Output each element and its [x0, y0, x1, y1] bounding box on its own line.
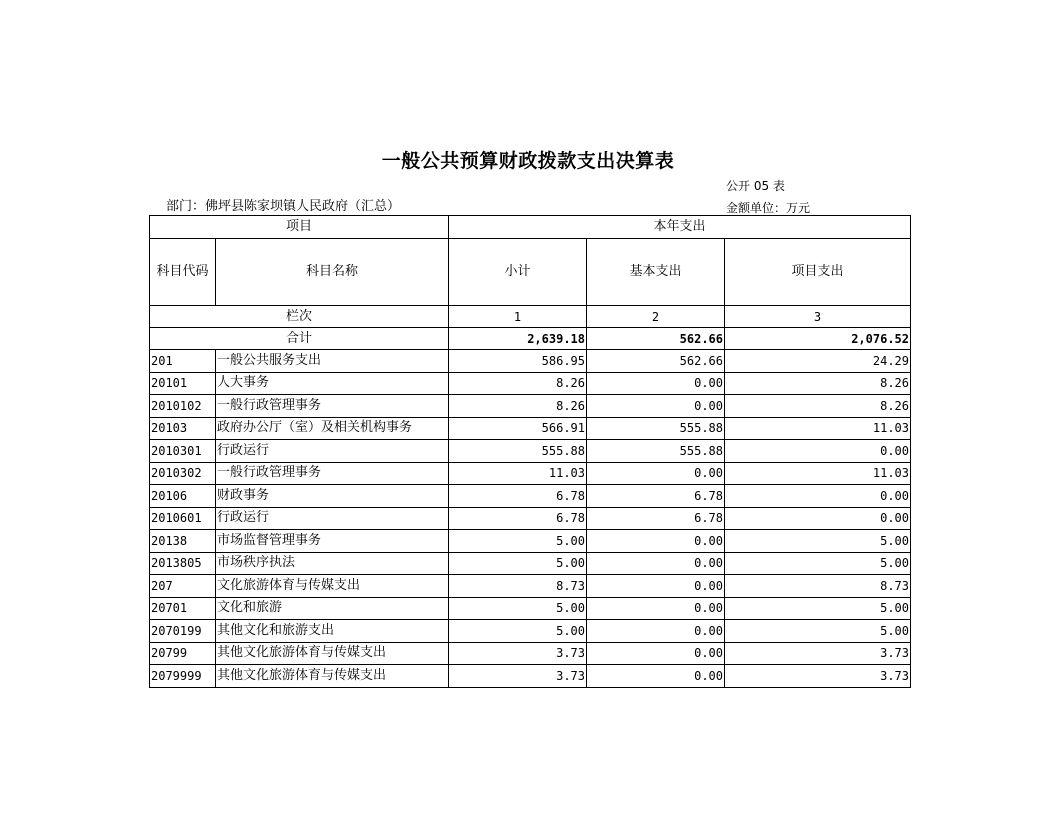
table-row — [150, 417, 911, 440]
table-row — [150, 597, 911, 620]
row-code: 201 — [150, 350, 216, 373]
row-basic: 0.00 — [587, 597, 725, 620]
row-name: 一般公共服务支出 — [216, 350, 449, 373]
row-subtotal: 5.00 — [449, 530, 587, 553]
row-subtotal: 8.26 — [449, 395, 587, 418]
row-basic: 0.00 — [587, 575, 725, 598]
header-basic: 基本支出 — [587, 239, 725, 306]
row-project: 0.00 — [725, 485, 911, 508]
table-row — [150, 642, 911, 665]
form-number: 公开 05 表 — [726, 179, 785, 193]
table-row — [150, 350, 911, 373]
row-project: 11.03 — [725, 417, 911, 440]
header-item: 项目 — [150, 216, 449, 239]
row-project: 5.00 — [725, 620, 911, 643]
row-code: 2070199 — [150, 620, 216, 643]
row-code: 20799 — [150, 642, 216, 665]
row-name: 行政运行 — [216, 507, 449, 530]
row-project: 8.26 — [725, 372, 911, 395]
row-subtotal: 555.88 — [449, 440, 587, 463]
row-project: 5.00 — [725, 552, 911, 575]
column-label: 栏次 — [150, 306, 449, 328]
column-number-row — [150, 306, 911, 328]
row-code: 20103 — [150, 417, 216, 440]
table-row — [150, 552, 911, 575]
row-basic: 0.00 — [587, 620, 725, 643]
row-basic: 0.00 — [587, 665, 725, 688]
row-name: 政府办公厅（室）及相关机构事务 — [216, 417, 449, 440]
row-basic: 555.88 — [587, 417, 725, 440]
row-code: 20106 — [150, 485, 216, 508]
row-subtotal: 11.03 — [449, 462, 587, 485]
table-row — [150, 620, 911, 643]
row-code: 2010301 — [150, 440, 216, 463]
row-code: 20138 — [150, 530, 216, 553]
row-basic: 0.00 — [587, 530, 725, 553]
row-basic: 6.78 — [587, 485, 725, 508]
row-basic: 562.66 — [587, 350, 725, 373]
total-project: 2,076.52 — [725, 328, 911, 350]
column-number-1: 1 — [449, 306, 587, 328]
row-project: 0.00 — [725, 440, 911, 463]
table-row — [150, 395, 911, 418]
row-code: 20101 — [150, 372, 216, 395]
row-code: 2010601 — [150, 507, 216, 530]
row-subtotal: 3.73 — [449, 642, 587, 665]
header-row-1 — [150, 216, 911, 239]
header-name: 科目名称 — [216, 239, 449, 306]
row-project: 8.26 — [725, 395, 911, 418]
row-name: 市场监督管理事务 — [216, 530, 449, 553]
table-row — [150, 462, 911, 485]
row-subtotal: 5.00 — [449, 620, 587, 643]
row-basic: 0.00 — [587, 372, 725, 395]
table-row — [150, 575, 911, 598]
total-label: 合计 — [150, 328, 449, 350]
row-code: 2079999 — [150, 665, 216, 688]
column-number-2: 2 — [587, 306, 725, 328]
row-name: 文化旅游体育与传媒支出 — [216, 575, 449, 598]
row-project: 24.29 — [725, 350, 911, 373]
row-name: 其他文化旅游体育与传媒支出 — [216, 642, 449, 665]
row-name: 一般行政管理事务 — [216, 462, 449, 485]
amount-unit-label: 金额单位：万元 — [726, 201, 811, 215]
total-row — [150, 328, 911, 350]
row-subtotal: 6.78 — [449, 507, 587, 530]
row-name: 财政事务 — [216, 485, 449, 508]
row-subtotal: 8.26 — [449, 372, 587, 395]
table-row — [150, 530, 911, 553]
row-subtotal: 5.00 — [449, 597, 587, 620]
header-row-2 — [150, 239, 911, 306]
header-subtotal: 小计 — [449, 239, 587, 306]
row-code: 207 — [150, 575, 216, 598]
row-basic: 0.00 — [587, 395, 725, 418]
row-name: 其他文化和旅游支出 — [216, 620, 449, 643]
row-subtotal: 566.91 — [449, 417, 587, 440]
row-subtotal: 3.73 — [449, 665, 587, 688]
row-code: 2010102 — [150, 395, 216, 418]
table-row — [150, 372, 911, 395]
header-code: 科目代码 — [150, 239, 216, 306]
row-basic: 6.78 — [587, 507, 725, 530]
row-basic: 0.00 — [587, 552, 725, 575]
row-name: 行政运行 — [216, 440, 449, 463]
row-basic: 555.88 — [587, 440, 725, 463]
header-project: 项目支出 — [725, 239, 911, 306]
row-basic: 0.00 — [587, 462, 725, 485]
total-basic: 562.66 — [587, 328, 725, 350]
table-row — [150, 485, 911, 508]
row-name: 市场秩序执法 — [216, 552, 449, 575]
expenditure-table — [149, 215, 911, 688]
table-row — [150, 507, 911, 530]
header-current-year: 本年支出 — [449, 216, 911, 239]
row-project: 5.00 — [725, 530, 911, 553]
row-project: 8.73 — [725, 575, 911, 598]
report-title: 一般公共预算财政拨款支出决算表 — [381, 150, 675, 172]
row-basic: 0.00 — [587, 642, 725, 665]
row-name: 文化和旅游 — [216, 597, 449, 620]
row-name: 一般行政管理事务 — [216, 395, 449, 418]
row-subtotal: 8.73 — [449, 575, 587, 598]
total-subtotal: 2,639.18 — [449, 328, 587, 350]
row-subtotal: 5.00 — [449, 552, 587, 575]
row-project: 3.73 — [725, 642, 911, 665]
row-name: 人大事务 — [216, 372, 449, 395]
row-project: 11.03 — [725, 462, 911, 485]
row-name: 其他文化旅游体育与传媒支出 — [216, 665, 449, 688]
row-project: 3.73 — [725, 665, 911, 688]
row-subtotal: 6.78 — [449, 485, 587, 508]
row-code: 20701 — [150, 597, 216, 620]
row-code: 2010302 — [150, 462, 216, 485]
table-row — [150, 665, 911, 688]
table-row — [150, 440, 911, 463]
column-number-3: 3 — [725, 306, 911, 328]
row-project: 0.00 — [725, 507, 911, 530]
department-label: 部门：佛坪县陈家坝镇人民政府（汇总） — [166, 199, 401, 214]
row-code: 2013805 — [150, 552, 216, 575]
row-project: 5.00 — [725, 597, 911, 620]
row-subtotal: 586.95 — [449, 350, 587, 373]
